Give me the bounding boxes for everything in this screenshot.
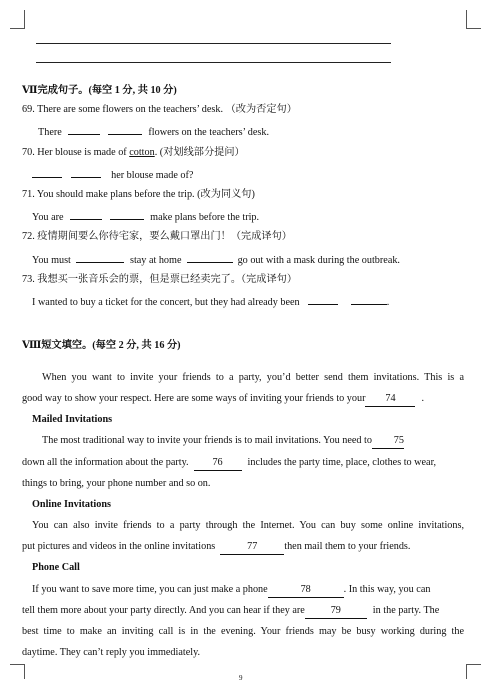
p3-line2-end: then mail them to your friends. <box>284 541 411 552</box>
q72-prompt: 72. 疫情期间要么你待宅家，要么戴口罩出门！（完成译句） <box>22 231 292 242</box>
blank-75[interactable]: 75 <box>372 434 404 449</box>
p3-line1: You can also invite friends to a party through the Internet. You can buy some online invitations, <box>32 520 464 531</box>
q69-blank-1[interactable] <box>68 124 100 135</box>
online-invitations-heading: Online Invitations <box>32 499 111 510</box>
section8-heading: Ⅷ短文填空。(每空 2 分, 共 16 分) <box>22 340 181 351</box>
blank-74[interactable]: 74 <box>365 392 415 407</box>
p2-line1-text: The most traditional way to invite your friends is to mail invitations. You need to <box>42 435 372 446</box>
p4-line1-end: . In this way, you can <box>343 584 431 595</box>
mailed-invitations-heading: Mailed Invitations <box>32 414 113 425</box>
q72-answer-line <box>32 252 400 268</box>
p4-line1 <box>32 583 430 598</box>
p2-line2 <box>22 456 436 471</box>
q73-answer-end: . <box>386 297 390 308</box>
q71-answer-line <box>32 209 259 225</box>
q70-blank-2[interactable] <box>71 167 101 178</box>
p4-line2-end: in the party. The <box>372 605 440 616</box>
p4-line3: best time to make an inviting call is in the evening. Your friends may be busy working during the <box>22 626 464 637</box>
p2-line1 <box>42 434 464 449</box>
p1-line1: When you want to invite your friends to a party, you’d better send them invitations. This is a <box>42 372 464 383</box>
p2-line3: things to bring, your phone number and so on. <box>22 478 211 489</box>
q71-answer-pre: You are <box>32 212 64 223</box>
crop-mark-top-left <box>10 10 25 29</box>
q72-blank-1[interactable] <box>76 252 124 263</box>
q73-blank-2[interactable] <box>351 294 387 305</box>
q69-answer-line <box>38 124 269 140</box>
q70-answer-line <box>32 167 193 183</box>
q73-answer-line <box>32 294 389 310</box>
q70-prompt-post: . (对划线部分提问） <box>154 147 245 158</box>
blank-79[interactable]: 79 <box>305 604 367 619</box>
q69-answer-pre: There <box>38 127 62 138</box>
blank-76[interactable]: 76 <box>194 456 242 471</box>
blank-77[interactable]: 77 <box>220 540 284 555</box>
q73-prompt: 73. 我想买一张音乐会的票，但是票已经卖完了。（完成译句） <box>22 274 298 285</box>
q70-blank-1[interactable] <box>32 167 62 178</box>
crop-mark-bottom-right <box>466 664 481 679</box>
q72-blank-2[interactable] <box>187 252 233 263</box>
crop-mark-top-right <box>466 10 481 29</box>
q72-answer-pre: You must <box>32 255 71 266</box>
p3-line2 <box>22 540 410 555</box>
q69-answer-post: flowers on the teachers’ desk. <box>148 127 270 138</box>
q70-prompt-pre: 70. Her blouse is made of <box>22 147 130 158</box>
p3-line2-text: put pictures and videos in the online invitations <box>22 541 216 552</box>
p2-line2-text: down all the information about the party. <box>22 457 189 468</box>
p4-line1-text: If you want to save more time, you can just make a phone <box>32 584 268 595</box>
q73-blank-1[interactable] <box>308 294 338 305</box>
p1-line2-end: . <box>421 393 425 404</box>
q69-prompt: 69. There are some flowers on the teachers’ desk. （改为否定句） <box>22 104 297 115</box>
phone-call-heading: Phone Call <box>32 562 80 573</box>
answer-line-1 <box>36 43 391 44</box>
q70-underlined-word: cotton <box>129 147 155 158</box>
p2-line2-end: includes the party time, place, clothes to wear, <box>247 457 437 468</box>
answer-line-2 <box>36 62 391 63</box>
crop-mark-bottom-left <box>10 664 25 679</box>
q71-answer-post: make plans before the trip. <box>150 212 260 223</box>
q71-blank-1[interactable] <box>70 209 102 220</box>
q71-prompt: 71. You should make plans before the trip. (改为同义句) <box>22 189 255 200</box>
section7-heading: Ⅶ完成句子。(每空 1 分, 共 10 分) <box>22 85 177 96</box>
p4-line2-text: tell them more about your party directly. And you can hear if they are <box>22 605 305 616</box>
q69-blank-2[interactable] <box>108 124 142 135</box>
p4-line2 <box>22 604 439 619</box>
q71-blank-2[interactable] <box>110 209 144 220</box>
p1-line2 <box>22 392 424 407</box>
q70-answer-post: her blouse made of? <box>111 170 194 181</box>
p1-line2-text: good way to show your respect. Here are some ways of inviting your friends to your <box>22 393 366 404</box>
q70-prompt <box>22 146 245 160</box>
q73-answer-pre: I wanted to buy a ticket for the concert, but they had already been <box>32 297 300 308</box>
q72-answer-post: go out with a mask during the outbreak. <box>237 255 400 266</box>
p4-line4: daytime. They can’t reply you immediately. <box>22 647 201 658</box>
page-number: 9 <box>239 674 243 682</box>
q72-answer-mid: stay at home <box>129 255 182 266</box>
blank-78[interactable]: 78 <box>268 583 344 598</box>
